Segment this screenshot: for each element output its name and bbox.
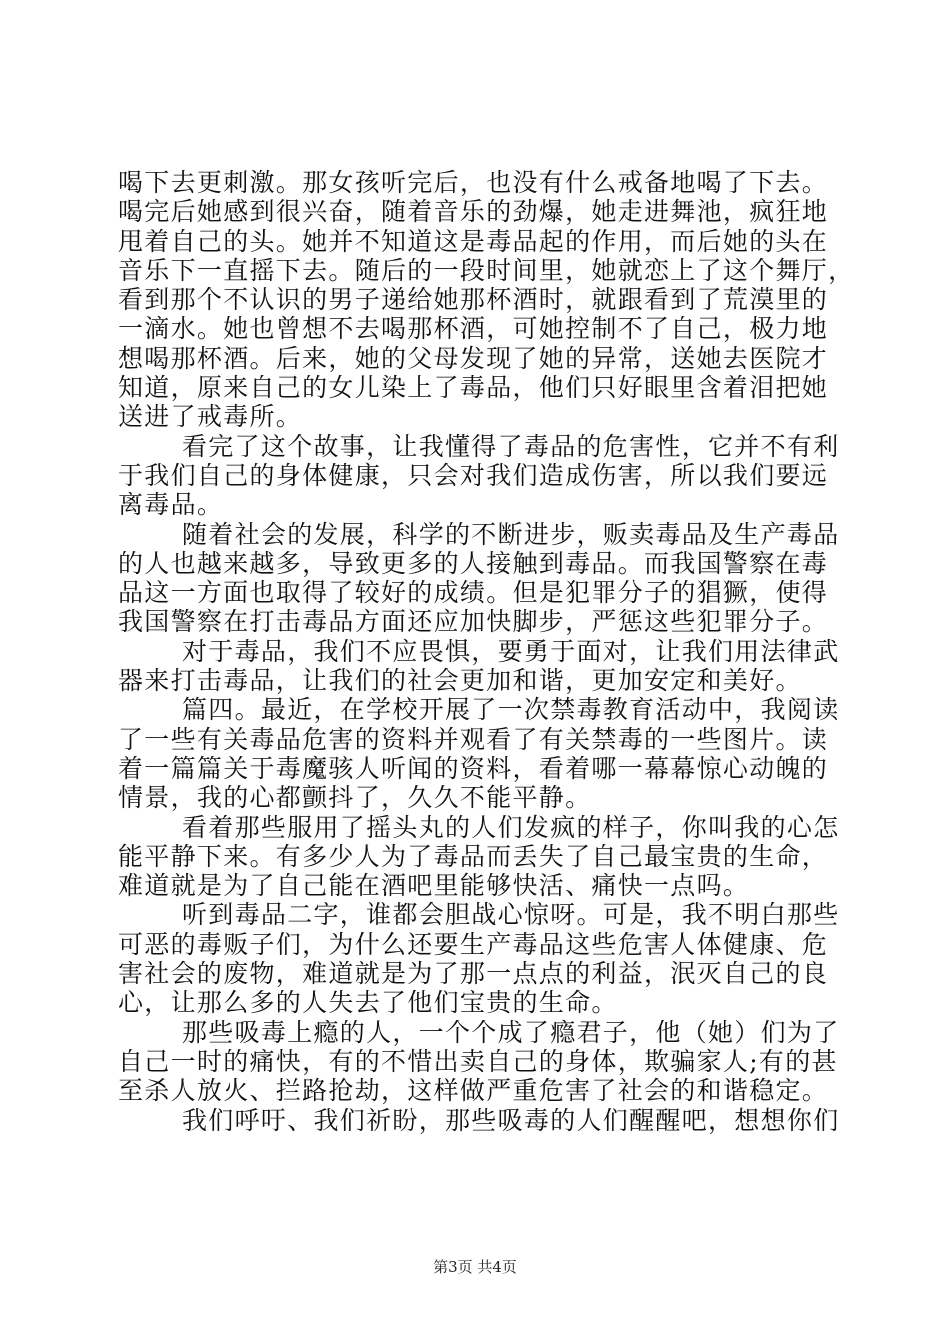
document-body xyxy=(118,168,855,1135)
text-line: 想喝那杯酒。后来，她的父母发现了她的异常，送她去医院才 xyxy=(118,343,829,373)
text-line: 那些吸毒上瘾的人，一个个成了瘾君子，他（她）们为了 xyxy=(182,1017,840,1047)
text-line: 知道，原来自己的女儿染上了毒品，他们只好眼里含着泪把她 xyxy=(118,373,829,403)
page-footer xyxy=(0,1256,950,1277)
text-line: 看着那些服用了摇头丸的人们发疯的样子，你叫我的心怎 xyxy=(182,812,840,842)
text-line: 情景，我的心都颤抖了，久久不能平静。 xyxy=(118,783,592,813)
text-line: 的人也越来越多，导致更多的人接触到毒品。而我国警察在毒 xyxy=(118,548,829,578)
text-line: 篇四。最近，在学校开展了一次禁毒教育活动中，我阅读 xyxy=(182,695,840,725)
text-line: 喝完后她感到很兴奋，随着音乐的劲爆，她走进舞池，疯狂地 xyxy=(118,197,829,227)
text-line: 于我们自己的身体健康，只会对我们造成伤害，所以我们要远 xyxy=(118,460,829,490)
text-line: 害社会的废物，难道就是为了那一点点的利益，泯灭自己的良 xyxy=(118,959,829,989)
text-line: 着一篇篇关于毒魔骇人听闻的资料，看着哪一幕幕惊心动魄的 xyxy=(118,753,829,783)
text-line: 甩着自己的头。她并不知道这是毒品起的作用，而后她的头在 xyxy=(118,226,829,256)
page-number: 第3页 共4页 xyxy=(433,1258,517,1276)
text-line: 可恶的毒贩子们，为什么还要生产毒品这些危害人体健康、危 xyxy=(118,929,829,959)
text-line: 了一些有关毒品危害的资料并观看了有关禁毒的一些图片。读 xyxy=(118,724,829,754)
text-line: 音乐下一直摇下去。随后的一段时间里，她就恋上了这个舞厅， xyxy=(118,255,855,285)
text-line: 心，让那么多的人失去了他们宝贵的生命。 xyxy=(118,988,618,1018)
text-line: 器来打击毒品，让我们的社会更加和谐，更加安定和美好。 xyxy=(118,666,802,696)
text-line: 看完了这个故事，让我懂得了毒品的危害性，它并不有利 xyxy=(182,431,840,461)
text-line: 一滴水。她也曾想不去喝那杯酒，可她控制不了自己，极力地 xyxy=(118,314,829,344)
text-line: 随着社会的发展，科学的不断进步，贩卖毒品及生产毒品 xyxy=(182,519,840,549)
text-line: 喝下去更刺激。那女孩听完后，也没有什么戒备地喝了下去。 xyxy=(118,168,829,197)
text-line: 能平静下来。有多少人为了毒品而丢失了自己最宝贵的生命， xyxy=(118,841,829,871)
text-line: 送进了戒毒所。 xyxy=(118,402,303,432)
text-line: 看到那个不认识的男子递给她那杯酒时，就跟看到了荒漠里的 xyxy=(118,285,829,315)
text-line: 离毒品。 xyxy=(118,490,224,520)
text-line: 难道就是为了自己能在酒吧里能够快活、痛快一点吗。 xyxy=(118,871,750,901)
text-line: 品这一方面也取得了较好的成绩。但是犯罪分子的猖獗，使得 xyxy=(118,578,829,608)
text-line: 至杀人放火、拦路抢劫，这样做严重危害了社会的和谐稳定。 xyxy=(118,1076,829,1106)
text-line: 我国警察在打击毒品方面还应加快脚步，严惩这些犯罪分子。 xyxy=(118,607,829,637)
text-line: 对于毒品，我们不应畏惧，要勇于面对，让我们用法律武 xyxy=(182,636,840,666)
text-line: 自己一时的痛快，有的不惜出卖自己的身体，欺骗家人;有的甚 xyxy=(118,1046,838,1076)
text-line: 我们呼吁、我们祈盼，那些吸毒的人们醒醒吧，想想你们 xyxy=(182,1105,840,1135)
text-line: 听到毒品二字，谁都会胆战心惊呀。可是，我不明白那些 xyxy=(182,900,840,930)
